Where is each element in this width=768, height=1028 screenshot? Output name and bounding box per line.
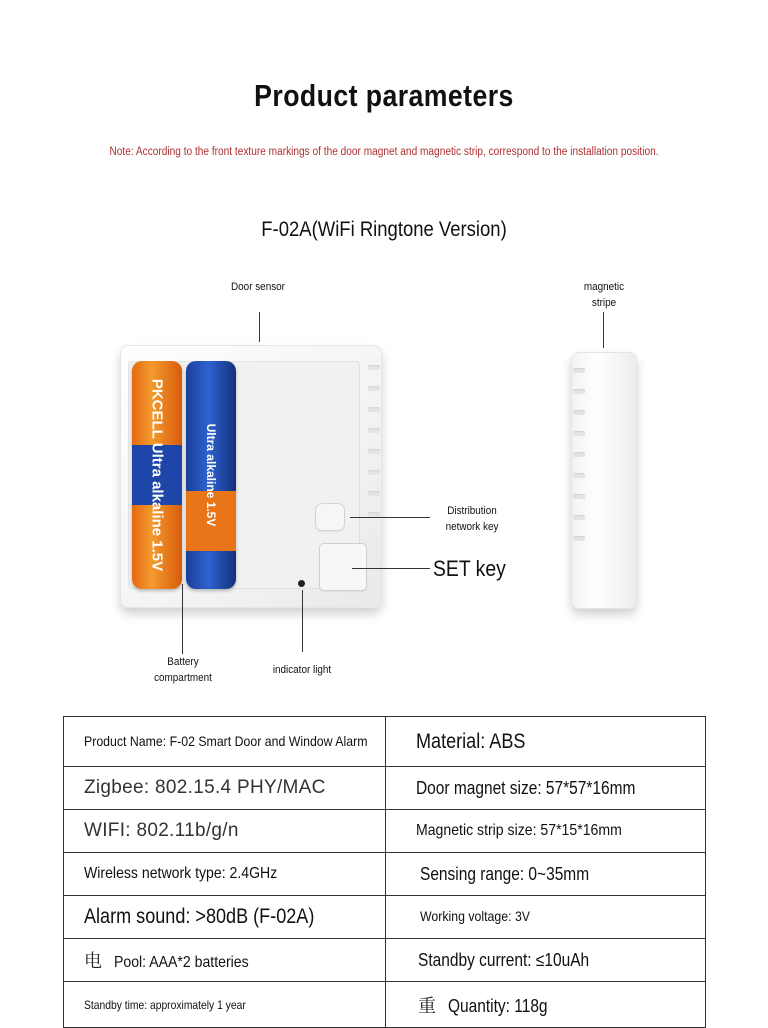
sensor-ridges [368,365,380,533]
set-key [320,544,366,590]
magnetic-stripe [571,352,637,609]
param-cell: Door magnet size: 57*57*16mm [386,767,706,810]
magnetic-stripe-leader [603,312,604,348]
distribution-key-leader [350,517,430,518]
table-row [64,939,706,982]
param-cell: Working voltage: 3V [386,896,706,939]
page-title: Product parameters [254,78,514,113]
param-cell: Material: ABS [386,717,706,767]
param-cell: Standby time: approximately 1 year [64,982,386,1028]
power-glyph-icon: 电 [84,951,102,971]
battery-orange: PKCELL Ultra alkaline 1.5V [132,361,182,589]
param-cell: Alarm sound: >80dB (F-02A) [64,896,386,939]
set-key-leader [352,568,430,569]
param-cell: Product Name: F-02 Smart Door and Window Alarm [64,717,386,767]
parameters-table [63,716,706,1028]
param-cell: Wireless network type: 2.4GHz [64,853,386,896]
indicator-light-leader [302,590,303,652]
table-row [64,982,706,1028]
installation-note: Note: According to the front texture markings of the door magnet and magnetic strip, correspond to the installation position. [109,146,659,158]
indicator-light-label: indicator light [272,664,332,676]
indicator-light [298,580,305,587]
param-cell: WIFI: 802.11b/g/n [64,810,386,853]
model-subtitle: F-02A(WiFi Ringtone Version) [261,218,507,241]
battery-blue: Ultra alkaline 1.5V [186,361,236,589]
table-row [64,810,706,853]
weight-glyph-icon: 重 [418,995,436,1016]
battery-compartment-label: Battery compartment [154,656,212,684]
distribution-key-label: Distribution network key [445,505,499,533]
table-row [64,853,706,896]
table-row [64,767,706,810]
set-key-label: SET key [433,556,506,581]
param-cell: Standby current: ≤10uAh [386,939,706,982]
param-cell: 电 Pool: AAA*2 batteries [64,939,386,982]
param-cell: Magnetic strip size: 57*15*16mm [386,810,706,853]
param-cell: Sensing range: 0~35mm [386,853,706,896]
param-cell: Zigbee: 802.15.4 PHY/MAC [64,767,386,810]
table-row [64,717,706,767]
param-cell: 重 Quantity: 118g [386,982,706,1028]
distribution-network-key [316,504,344,530]
door-sensor-label: Door sensor [231,281,285,293]
table-row [64,896,706,939]
magnetic-stripe-label: magnetic stripe [583,281,625,309]
battery-compartment-leader [182,584,183,654]
door-sensor-leader [259,312,260,342]
